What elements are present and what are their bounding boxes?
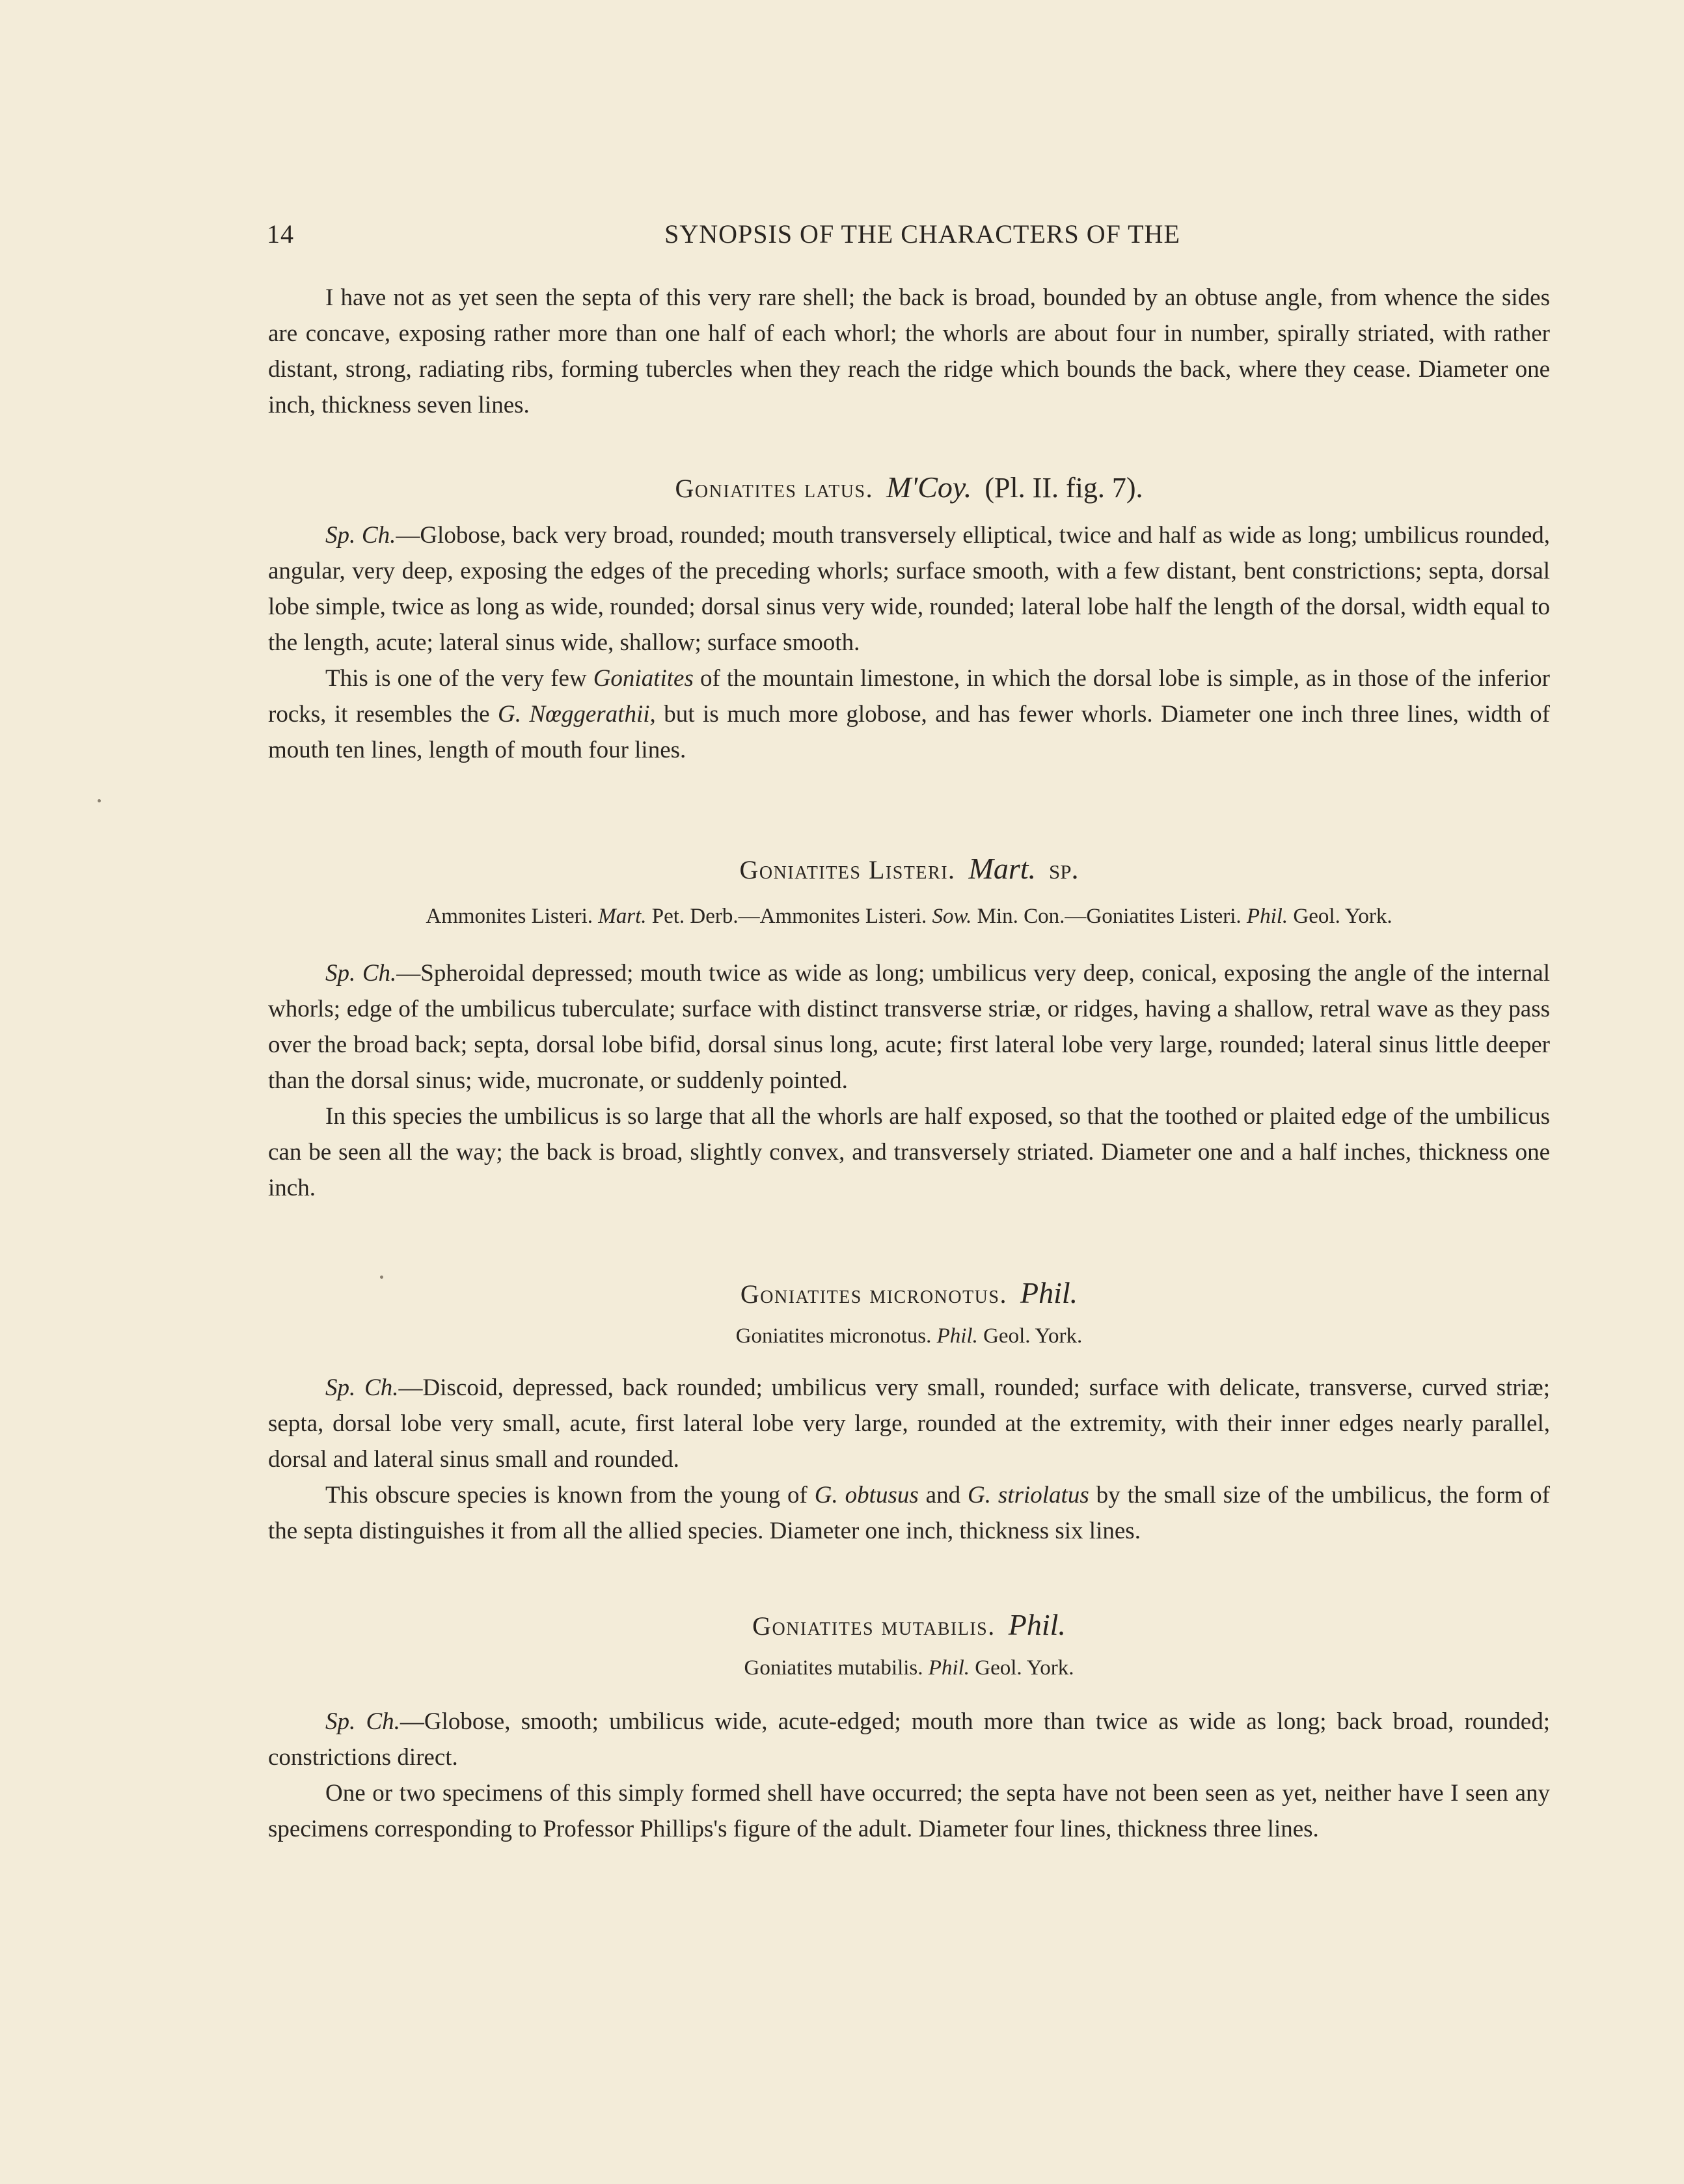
specific-characters-paragraph — [268, 955, 1550, 1099]
remarks-paragraph — [268, 661, 1550, 768]
synonymy-listeri — [268, 905, 1550, 929]
species-author: M'Coy. — [886, 471, 972, 504]
remarks-paragraph: In this species the umbilicus is so large that all the whorls are half exposed, so that the toothed or plaited edge of the umbilicus can be seen all the way; the back is broad, slightly convex, and transversely striated. Diameter one and a half inches, thickness one inch. — [268, 1103, 1550, 1201]
sp-ch-text: —Spheroidal depressed; mouth twice as wide as long; umbilicus very deep, conical, exposing the angle of the internal whorls; edge of the umbilicus tuberculate; surface with distinct transverse striæ, or ridges, having a shallow, retral wave as they pass over the broad back; septa, dorsal lobe bifid, dorsal sinus long, acute; first lateral lobe very large, rounded; lateral sinus little deeper than the dorsal sinus; wide, mucronate, or suddenly pointed. — [268, 960, 1550, 1094]
synonym-author: Sow. — [932, 905, 972, 928]
remarks-text: of the mountain limestone, in which the dorsal lobe is simple, as in those of the inferior rocks, it resembles the — [268, 665, 1550, 728]
remarks-text: This obscure species is known from the young of — [325, 1482, 815, 1508]
species-heading-listeri — [268, 851, 1550, 886]
synonym-name: Goniatites micronotus. — [735, 1324, 932, 1348]
synonym-author: Phil. — [936, 1324, 978, 1348]
genus-italic: Goniatites — [593, 665, 694, 692]
remarks-text: by the small size of the umbilicus, the form of the septa distinguishes it from all the allied species. Diameter one inch, thickness six lines. — [268, 1482, 1550, 1544]
synonym-name: Ammonites Listeri. — [426, 905, 593, 928]
sp-ch-text: —Discoid, depressed, back rounded; umbilicus very small, rounded; surface with delicate, transverse, curved striæ; septa, dorsal lobe very small, acute, first lateral lobe very large, rounded at the extremity, with their inner edges nearly parallel, dorsal and lateral sinus small and rounded. — [268, 1374, 1550, 1473]
species-name: Goniatites micronotus. — [740, 1279, 1007, 1309]
sp-ch-label: Sp. Ch. — [325, 522, 396, 549]
synonym-reference: Geol. York. — [975, 1656, 1074, 1680]
synonymy-micronotus — [268, 1324, 1550, 1348]
page-number: 14 — [267, 219, 294, 249]
species-author: Mart. — [968, 852, 1037, 885]
species-name: Goniatites Listeri. — [739, 855, 956, 884]
synonymy-mutabilis — [268, 1656, 1550, 1680]
synonym-reference: Geol. York. — [983, 1324, 1083, 1348]
species-heading-latus — [268, 470, 1550, 504]
running-head — [267, 219, 1552, 258]
species-italic: G. striolatus — [968, 1482, 1089, 1508]
listeri-description-block — [268, 955, 1550, 1206]
remarks-text: and — [918, 1482, 968, 1508]
sp-ch-label: Sp. Ch. — [325, 1708, 400, 1735]
synonym-reference: Min. Con.—Goniatites Listeri. — [977, 905, 1242, 928]
specific-characters-paragraph — [268, 1704, 1550, 1775]
specific-characters-paragraph — [268, 1370, 1550, 1477]
paper-speck — [380, 1276, 383, 1279]
micronotus-description-block — [268, 1370, 1550, 1549]
species-heading-micronotus — [268, 1276, 1550, 1310]
intro-paragraph: I have not as yet seen the septa of this very rare shell; the back is broad, bounded by an obtuse angle, from whence the sides are concave, exposing rather more than one half of each whorl; the whorls are about four in number, spirally striated, with rather distant, strong, radiating ribs, forming tubercles when they reach the ridge which bounds the back, where they cease. Diameter one inch, thickness seven lines. — [268, 284, 1550, 418]
species-italic: G. obtusus — [814, 1482, 919, 1508]
synonym-author: Phil. — [928, 1656, 970, 1680]
synonym-reference: Pet. Derb.—Ammonites Listeri. — [651, 905, 927, 928]
synonym-reference: Geol. York. — [1293, 905, 1392, 928]
species-author: Phil. — [1020, 1276, 1078, 1309]
species-suffix: sp. — [1049, 853, 1079, 885]
synonym-name: Goniatites mutabilis. — [744, 1656, 923, 1680]
remarks-paragraph: One or two specimens of this simply formed shell have occurred; the septa have not been seen as yet, neither have I seen any specimens corresponding to Professor Phillips's figure of the adult. Diameter four lines, thickness three lines. — [268, 1780, 1550, 1842]
plate-reference: (Pl. II. fig. 7). — [985, 472, 1143, 504]
species-name: Goniatites mutabilis. — [752, 1611, 996, 1641]
species-italic: G. Nœggerathii, — [498, 701, 656, 728]
mutabilis-description-block — [268, 1704, 1550, 1847]
species-heading-mutabilis — [268, 1607, 1550, 1642]
latus-description-block — [268, 517, 1550, 768]
remarks-text: but is much more globose, and has fewer whorls. Diameter one inch three lines, width of mouth ten lines, length of mouth four lines. — [268, 701, 1550, 763]
specific-characters-paragraph — [268, 517, 1550, 661]
sp-ch-text: —Globose, smooth; umbilicus wide, acute-edged; mouth more than twice as wide as long; back broad, rounded; constrictions direct. — [268, 1708, 1550, 1771]
sp-ch-text: —Globose, back very broad, rounded; mouth transversely elliptical, twice and half as wide as long; umbilicus rounded, angular, very deep, exposing the edges of the preceding whorls; surface smooth, with a few distant, bent constrictions; septa, dorsal lobe simple, twice as long as wide, rounded; dorsal sinus very wide, rounded; lateral lobe half the length of the dorsal, width equal to the length, acute; lateral sinus wide, shallow; surface smooth. — [268, 522, 1550, 656]
sp-ch-label: Sp. Ch. — [325, 960, 397, 987]
synonym-author: Mart. — [598, 905, 647, 928]
synonym-author: Phil. — [1246, 905, 1288, 928]
intro-paragraph-block — [268, 280, 1550, 423]
paper-speck — [98, 799, 101, 802]
remarks-paragraph — [268, 1477, 1550, 1549]
species-author: Phil. — [1008, 1608, 1066, 1641]
remarks-text: This is one of the very few — [325, 665, 593, 692]
running-title: SYNOPSIS OF THE CHARACTERS OF THE — [664, 219, 1180, 249]
species-name: Goniatites latus. — [675, 474, 874, 503]
sp-ch-label: Sp. Ch. — [325, 1374, 399, 1401]
